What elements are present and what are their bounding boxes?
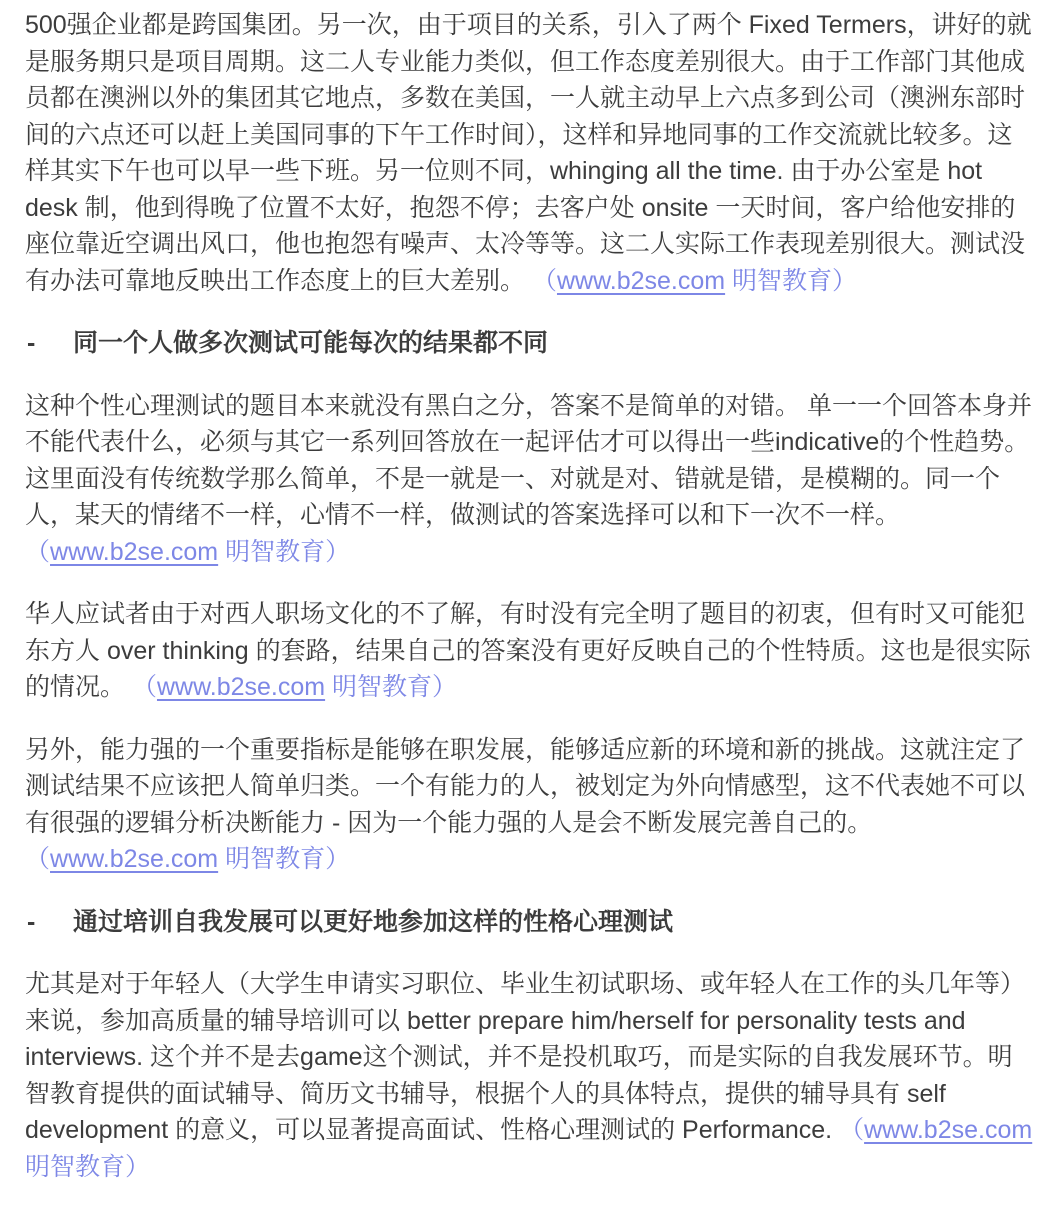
- citation: [132, 673, 457, 701]
- citation: [25, 845, 350, 873]
- b2se-link[interactable]: www.b2se.com: [50, 537, 219, 566]
- citation-label: 明智教育）: [218, 537, 351, 566]
- paragraph-training-benefits: [25, 966, 1033, 1185]
- heading-bullet: -: [27, 329, 36, 357]
- citation-open-paren: （: [839, 1116, 865, 1144]
- b2se-link[interactable]: www.b2se.com: [50, 845, 219, 873]
- citation-open-paren: （: [531, 266, 557, 295]
- citation-open-paren: （: [25, 845, 51, 873]
- paragraph-text: 500强企业都是跨国集团。另一次，由于项目的关系，引入了两个 Fixed Termers，讲好的就是服务期只是项目周期。这二人专业能力类似，但工作态度差别很大。由于工作部门其他成员都在澳洲以外的集团其它地点，多数在美国，一人就主动早上六点多到公司（澳洲东部时间的六点还可以赶上美国同事的下午工作时间），这样和异地同事的工作交流就比较多。这样其实下午也可以早一些下班。另一位则不同，whinging all the time. 由于办公室是 hot desk 制，他到得晚了位置不太好，抱怨不停；去客户处 onsite 一天时间，客户给他安排的座位靠近空调出风口，他也抱怨有噪声、太冷等等。这二人实际工作表现差别很大。测试没有办法可靠地反映出工作态度上的巨大差别。: [25, 11, 1032, 295]
- citation-open-paren: （: [25, 537, 51, 566]
- paragraph-no-right-answer: [25, 388, 1033, 571]
- paragraph-text: 另外，能力强的一个重要指标是能够在职发展，能够适应新的环境和新的挑战。这就注定了测试结果不应该把人简单归类。一个有能力的人，被划定为外向情感型，这不代表她不可以有很强的逻辑分析决断能力 - 因为一个能力强的人是会不断发展完善自己的。: [25, 735, 1026, 837]
- paragraph-text: 这种个性心理测试的题目本来就没有黑白之分，答案不是简单的对错。 单一一个回答本身并不能代表什么，必须与其它一系列回答放在一起评估才可以得出一些indicative的个性趋势。这里面没有传统数学那么简单，不是一就是一、对就是对、错就是错，是模糊的。同一个人，某天的情绪不一样，心情不一样，做测试的答案选择可以和下一次不一样。: [25, 391, 1032, 529]
- section-heading-repeat-tests: [25, 325, 1033, 362]
- citation-open-paren: （: [131, 673, 157, 701]
- citation-label: 明智教育）: [325, 673, 458, 701]
- paragraph-text: 华人应试者由于对西人职场文化的不了解，有时没有完全明了题目的初衷，但有时又可能犯东方人 over thinking 的套路，结果自己的答案没有更好反映自己的个性特质。这也是很实际的情况。: [25, 600, 1031, 701]
- heading-text: 通过培训自我发展可以更好地参加这样的性格心理测试: [73, 907, 674, 936]
- b2se-link[interactable]: www.b2se.com: [156, 673, 326, 701]
- section-heading-training: [25, 904, 1033, 941]
- paragraph-fixed-termers-story: [25, 7, 1033, 299]
- heading-bullet: -: [27, 907, 36, 936]
- citation-label: 明智教育）: [725, 266, 858, 295]
- citation-label: 明智教育）: [25, 1152, 151, 1181]
- citation-label: 明智教育）: [218, 845, 351, 873]
- paragraph-capability-growth: [25, 732, 1033, 878]
- b2se-link[interactable]: www.b2se.com: [864, 1116, 1033, 1144]
- citation: [25, 538, 350, 566]
- heading-text: 同一个人做多次测试可能每次的结果都不同: [73, 329, 549, 357]
- paragraph-chinese-test-takers: [25, 596, 1033, 706]
- document-body: [25, 7, 1033, 1185]
- b2se-link[interactable]: www.b2se.com: [556, 266, 726, 295]
- paragraph-text: 尤其是对于年轻人（大学生申请实习职位、毕业生初试职场、或年轻人在工作的头几年等）来说，参加高质量的辅导培训可以 better prepare him/herself for personality tests and interviews. 这个并不是去game这个测试，并不是投机取巧，而是实际的自我发展环节。明智教育提供的面试辅导、简历文书辅导，根据个人的具体特点，提供的辅导具有 self development 的意义，可以显著提高面试、性格心理测试的 Performance.: [25, 970, 1026, 1144]
- citation: [532, 267, 857, 295]
